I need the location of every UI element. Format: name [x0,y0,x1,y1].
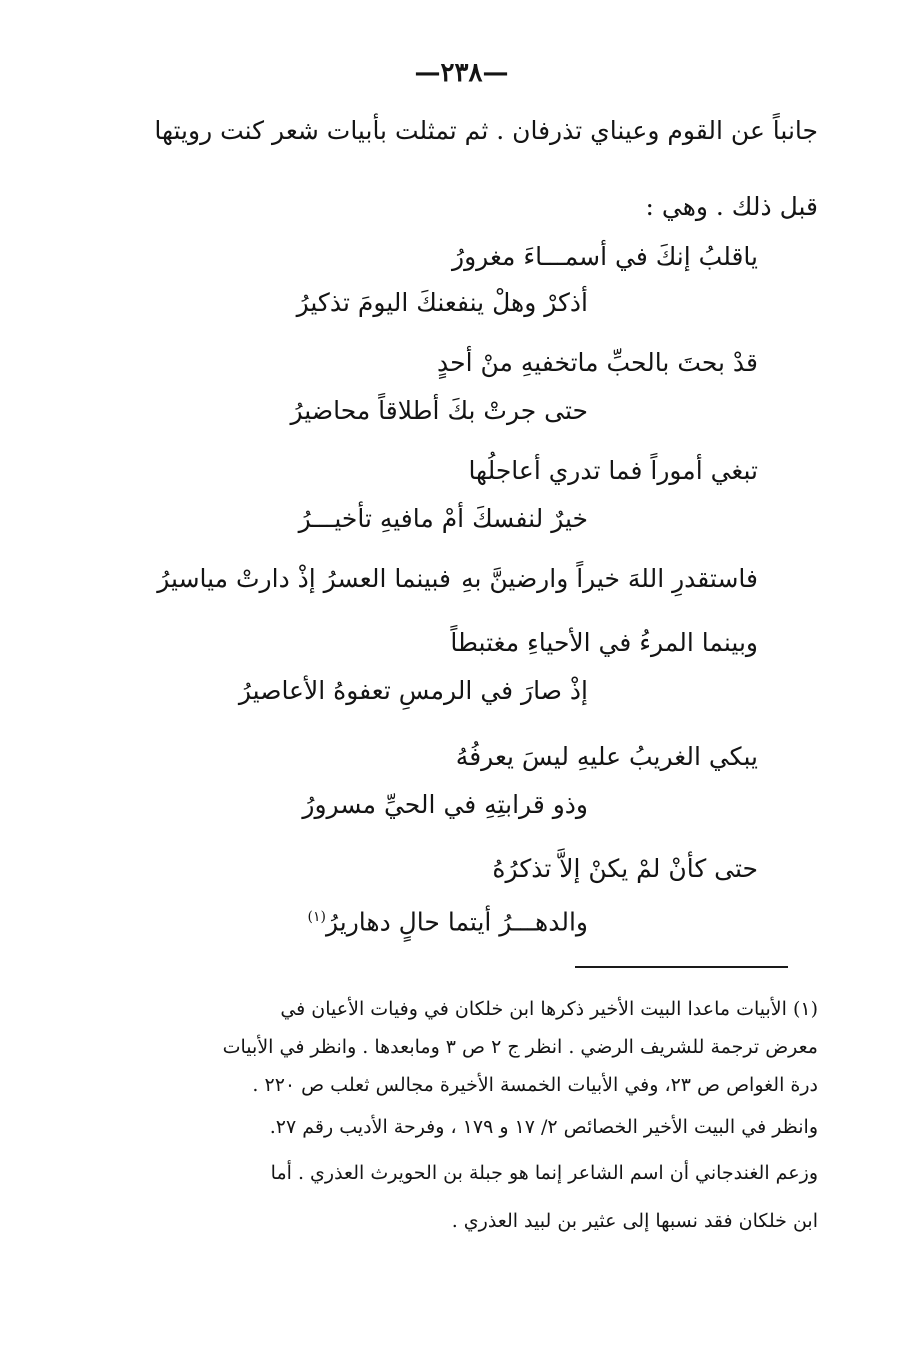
footnote-marker: (١) [307,909,326,925]
verse-5-first-hemistich: وبينما المرءُ في الأحياءِ مغتبطاً [450,628,758,657]
footnote-line-5: وزعم الغندجاني أن اسم الشاعر إنما هو جبلة بن الحويرث العذري . أما [270,1162,818,1184]
verse-6-second-hemistich: وذو قرابتِهِ في الحيِّ مسرورُ [302,790,588,819]
verse-5-second-hemistich: إذْ صارَ في الرمسِ تعفوهُ الأعاصيرُ [238,676,588,705]
verse-4-second-hemistich: فبينما العسرُ إذْ دارتْ مياسيرُ [157,564,451,593]
footnote-line-4: وانظر في البيت الأخير الخصائص ٢/ ١٧ و ١٧٩ ، وفرحة الأديب رقم ٢٧. [269,1116,818,1138]
prose-line-2: قبل ذلك . وهي : [645,192,818,221]
footnote-line-6: ابن خلكان فقد نسبها إلى عثير بن لبيد العذري . [451,1210,818,1232]
prose-line-1: جانباً عن القوم وعيناي تذرفان . ثم تمثلت بأبيات شعر كنت رويتها [154,116,818,145]
verse-6-first-hemistich: يبكي الغريبُ عليهِ ليسَ يعرفُهُ [455,742,758,771]
verse-3-first-hemistich: تبغي أموراً فما تدري أعاجلُها [468,456,758,485]
footnote-line-2: معرض ترجمة للشريف الرضي . انظر ج ٢ ص ٣ ومابعدها . وانظر في الأبيات [222,1036,818,1058]
verse-2-second-hemistich: حتى جرتْ بكَ أطلاقاً محاضيرُ [290,396,588,425]
verse-2-first-hemistich: قدْ بحتَ بالحبِّ ماتخفيهِ منْ أحدٍ [437,348,758,377]
footnote-separator [575,966,788,968]
footnote-line-3: درة الغواص ص ٢٣، وفي الأبيات الخمسة الأخيرة مجالس ثعلب ص ٢٢٠ . [252,1074,818,1096]
verse-7-second-hemistich [307,898,588,941]
verse-7-second-hemistich-text: والدهـــرُ أيتما حالٍ دهاريرُ [325,907,588,937]
verse-3-second-hemistich: خيرٌ لنفسكَ أمْ مافيهِ تأخيـــرُ [298,504,588,533]
verse-1-first-hemistich: ياقلبُ إنكَ في أسمـــاءَ مغرورُ [452,242,758,271]
verse-1-second-hemistich: أذكرْ وهلْ ينفعنكَ اليومَ تذكيرُ [296,288,588,317]
page-number: —٢٣٨— [414,58,509,88]
verse-7-first-hemistich: حتى كأنْ لمْ يكنْ إلاَّ تذكرُهُ [492,854,758,883]
verse-4-first-hemistich: فاستقدرِ اللهَ خيراً وارضينَّ بهِ [461,564,758,593]
footnote-line-1: (١) الأبيات ماعدا البيت الأخير ذكرها ابن خلكان في وفيات الأعيان في [280,998,818,1020]
